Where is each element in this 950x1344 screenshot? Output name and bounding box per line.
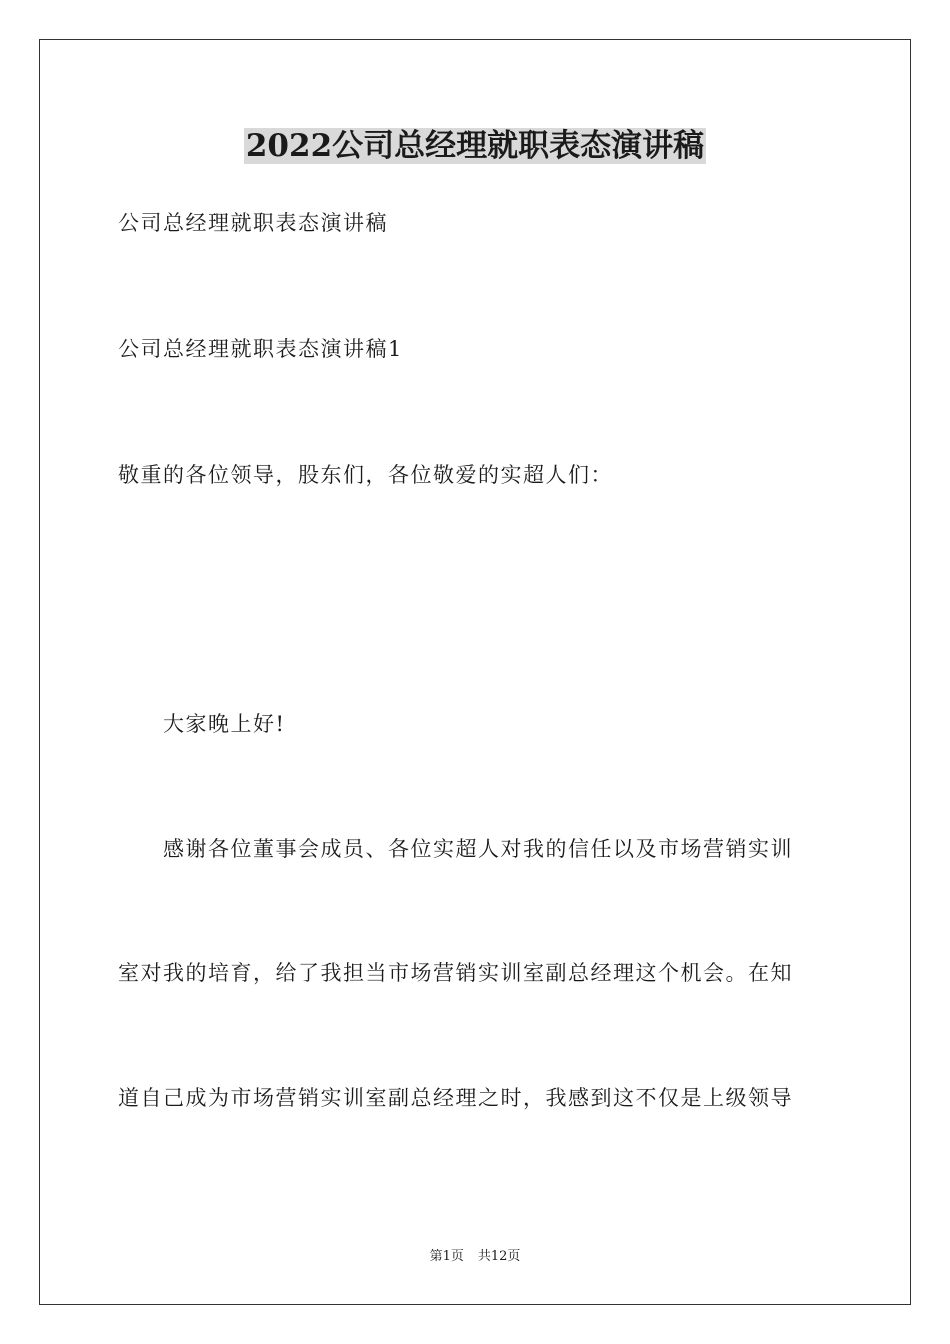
- page-number: 第1页: [429, 1249, 464, 1264]
- greeting-paragraph: 大家晚上好!: [163, 712, 286, 736]
- document-title: [0, 124, 950, 168]
- section-heading: 公司总经理就职表态演讲稿1: [118, 337, 403, 361]
- document-title-text: 2022公司总经理就职表态演讲稿: [245, 128, 705, 164]
- body-line-3: 道自己成为市场营销实训室副总经理之时，我感到这不仅是上级领导: [118, 1086, 793, 1110]
- body-line-2: 室对我的培育，给了我担当市场营销实训室副总经理这个机会。在知: [118, 961, 793, 985]
- page-footer: [0, 1248, 950, 1266]
- page-total: 共12页: [477, 1249, 521, 1264]
- body-line-1: 感谢各位董事会成员、各位实超人对我的信任以及市场营销实训: [163, 837, 793, 861]
- salutation-paragraph: 敬重的各位领导，股东们，各位敬爱的实超人们：: [118, 463, 613, 487]
- subtitle-paragraph: 公司总经理就职表态演讲稿: [118, 211, 388, 235]
